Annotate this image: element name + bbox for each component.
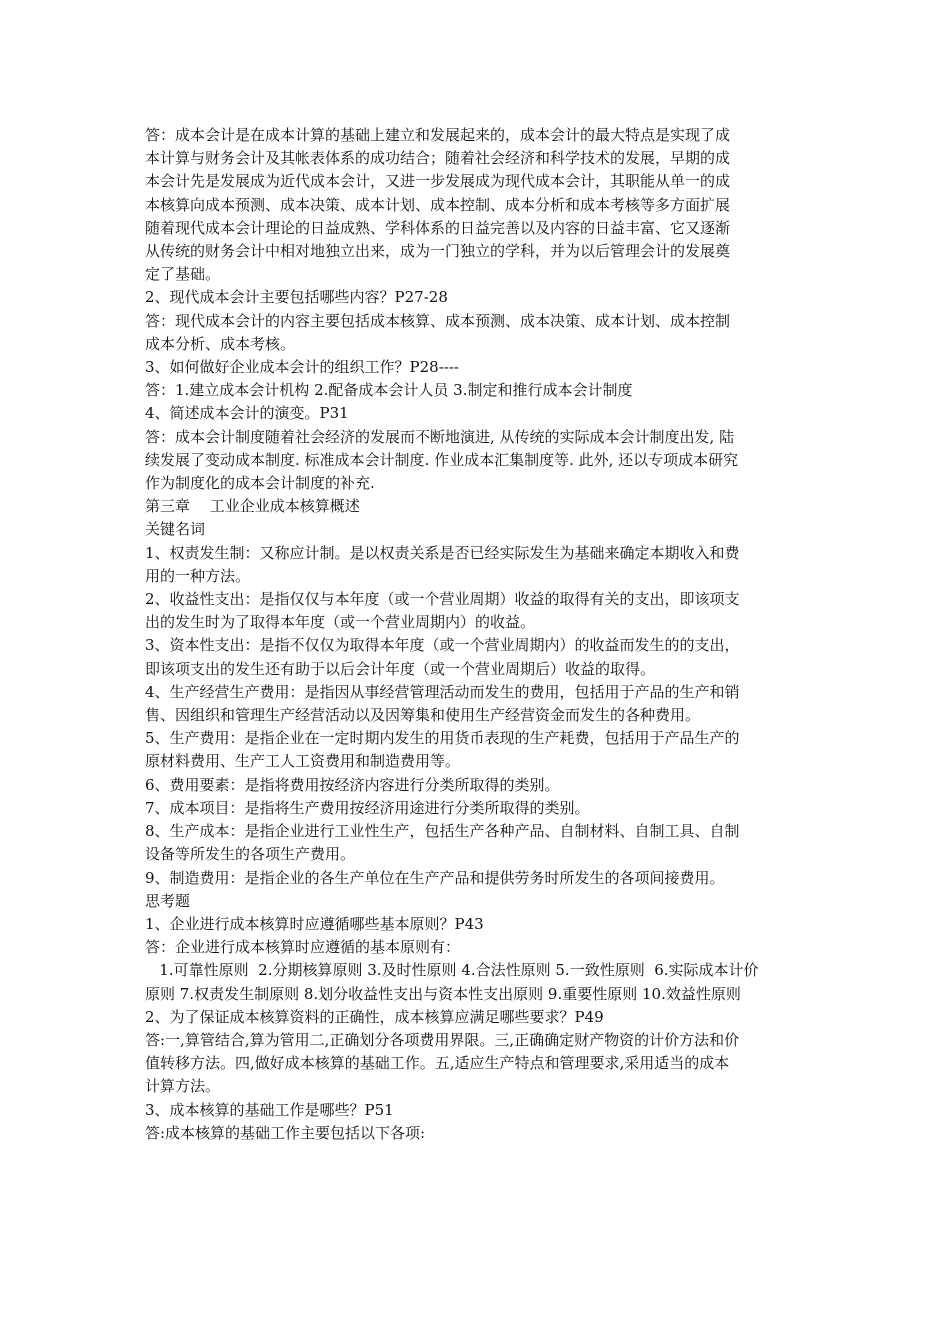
text-line: 7、成本项目：是指将生产费用按经济用途进行分类所取得的类别。 bbox=[145, 798, 590, 817]
text-line: 值转移方法。四,做好成本核算的基础工作。五,适应生产特点和管理要求,采用适当的成本 bbox=[145, 1054, 730, 1073]
text-line: 作为制度化的成本会计制度的补充. bbox=[145, 474, 375, 493]
text-line: 本计算与财务会计及其帐表体系的成功结合；随着社会经济和科学技术的发展，早期的成 bbox=[145, 149, 731, 168]
text-line: 关键名词 bbox=[145, 520, 206, 539]
text-line: 原则 7.权责发生制原则 8.划分收益性支出与资本性支出原则 9.重要性原则 10.效益性原则 bbox=[145, 984, 741, 1003]
text-line: 出的发生时为了取得本年度（或一个营业周期内）的收益。 bbox=[145, 613, 536, 632]
text-line: 从传统的财务会计中相对地独立出来，成为一门独立的学科，并为以后管理会计的发展奠 bbox=[145, 242, 731, 261]
text-line: 随着现代成本会计理论的日益成熟、学科体系的日益完善以及内容的日益丰富、它又逐渐 bbox=[145, 218, 731, 237]
text-line: 用的一种方法。 bbox=[145, 566, 251, 585]
text-line: 1、权责发生制：又称应计制。是以权责关系是否已经实际发生为基础来确定本期收入和费 bbox=[145, 543, 740, 562]
text-line: 计算方法。 bbox=[145, 1077, 221, 1096]
text-line: 答：1.建立成本会计机构 2.配备成本会计人员 3.制定和推行成本会计制度 bbox=[145, 381, 633, 400]
text-line: 8、生产成本：是指企业进行工业性生产，包括生产各种产品、自制材料、自制工具、自制 bbox=[145, 822, 740, 841]
text-line: 2、收益性支出：是指仅仅与本年度（或一个营业周期）收益的取得有关的支出，即该项支 bbox=[145, 590, 740, 609]
text-line: 2、为了保证成本核算资料的正确性，成本核算应满足哪些要求？P49 bbox=[145, 1007, 604, 1026]
text-line: 定了基础。 bbox=[145, 265, 221, 284]
text-line: 4、简述成本会计的演变。P31 bbox=[145, 404, 349, 423]
text-line: 第三章 工业企业成本核算概述 bbox=[145, 497, 360, 516]
text-line: 原材料费用、生产工人工资费用和制造费用等。 bbox=[145, 752, 461, 771]
text-line: 成本分析、成本考核。 bbox=[145, 334, 296, 353]
text-line: 本核算向成本预测、成本决策、成本计划、成本控制、成本分析和成本考核等多方面扩展 bbox=[145, 195, 731, 214]
text-line: 3、如何做好企业成本会计的组织工作？P28---- bbox=[145, 358, 459, 377]
text-line: 4、生产经营生产费用：是指因从事经营管理活动而发生的费用，包括用于产品的生产和销 bbox=[145, 682, 740, 701]
document-body bbox=[145, 124, 810, 1145]
text-line: 即该项支出的发生还有助于以后会计年度（或一个营业周期后）收益的取得。 bbox=[145, 659, 656, 678]
text-line: 答：成本会计是在成本计算的基础上建立和发展起来的，成本会计的最大特点是实现了成 bbox=[145, 126, 731, 144]
text-line: 售、因组织和管理生产经营活动以及因筹集和使用生产经营资金而发生的各种费用。 bbox=[145, 706, 701, 725]
text-line: 5、生产费用：是指企业在一定时期内发生的用货币表现的生产耗费，包括用于产品生产的 bbox=[145, 729, 740, 748]
text-line: 本会计先是发展成为近代成本会计，又进一步发展成为现代成本会计，其职能从单一的成 bbox=[145, 172, 731, 191]
text-line: 答：企业进行成本核算时应遵循的基本原则有： bbox=[145, 938, 461, 957]
text-line: 答：现代成本会计的内容主要包括成本核算、成本预测、成本决策、成本计划、成本控制 bbox=[145, 311, 731, 330]
text-line: 续发展了变动成本制度. 标准成本会计制度. 作业成本汇集制度等. 此外, 还以专项成本研究 bbox=[145, 450, 739, 469]
text-line: 3、资本性支出：是指不仅仅为取得本年度（或一个营业周期内）的收益而发生的的支出， bbox=[145, 636, 740, 655]
text-line: 2、现代成本会计主要包括哪些内容？P27-28 bbox=[145, 288, 448, 307]
text-line: 3、成本核算的基础工作是哪些？P51 bbox=[145, 1100, 394, 1119]
text-line: 9、制造费用：是指企业的各生产单位在生产产品和提供劳务时所发生的各项间接费用。 bbox=[145, 868, 725, 887]
text-line: 答:成本核算的基础工作主要包括以下各项: bbox=[145, 1123, 426, 1142]
text-line: 1、企业进行成本核算时应遵循哪些基本原则？P43 bbox=[145, 914, 484, 933]
text-line: 答:一,算管结合,算为管用二,正确划分各项费用界限。三,正确确定财产物资的计价方法和价 bbox=[145, 1030, 740, 1049]
text-line: 6、费用要素：是指将费用按经济内容进行分类所取得的类别。 bbox=[145, 775, 560, 794]
text-line: 答：成本会计制度随着社会经济的发展而不断地演进, 从传统的实际成本会计制度出发, 陆 bbox=[145, 427, 735, 446]
text-line: 设备等所发生的各项生产费用。 bbox=[145, 845, 356, 864]
text-line: 1.可靠性原则 2.分期核算原则 3.及时性原则 4.合法性原则 5.一致性原则 6.实际成本计价 bbox=[145, 961, 759, 980]
text-line: 思考题 bbox=[145, 891, 191, 910]
